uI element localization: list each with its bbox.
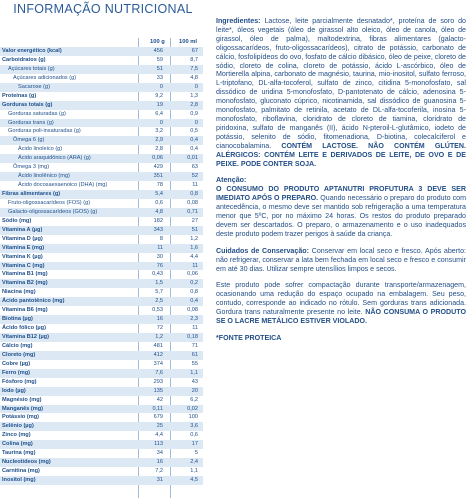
row-label: Biotina (µg) <box>2 316 33 323</box>
table-row <box>0 190 203 199</box>
row-value-100g: 481 <box>153 342 163 349</box>
row-value-100ml: 0 <box>194 83 198 90</box>
row-label: Iodo (µg) <box>2 387 26 394</box>
row-value-100ml: 1,1 <box>190 369 198 376</box>
row-value-100g: 16 <box>156 316 163 323</box>
row-value-100g: 19 <box>156 101 163 108</box>
table-row <box>0 351 203 360</box>
table-row <box>0 199 203 208</box>
row-value-100ml: 43 <box>191 378 198 385</box>
row-label: Vitamina K (µg) <box>2 253 43 260</box>
row-label: Potássio (mg) <box>2 414 39 421</box>
row-value-100g: 33 <box>156 74 163 81</box>
row-value-100ml: 4,5 <box>190 477 198 483</box>
compaction-text: Este produto pode sofrer compactação durante transporte/armazenagem, ocasionando uma redução do espaço ocupado na embalagem. Seu peso, contudo, corresponde ao indicado no rótulo. Sem gorduras trans adicionada. Gordura trans naturalmente presente no leite. <box>216 281 466 317</box>
table-row <box>0 315 203 324</box>
row-value-100ml: 52 <box>191 173 198 180</box>
table-row <box>0 378 203 387</box>
row-label: Ômega 6 (g) <box>13 137 45 144</box>
row-value-100g: 7,6 <box>155 369 163 376</box>
row-value-100ml: 11 <box>192 325 198 332</box>
row-label: Ômega 3 (mg) <box>13 164 50 171</box>
table-row <box>0 226 203 235</box>
footnote: *FONTE PROTEICA <box>216 334 282 342</box>
row-label: Ácido araquidônico (ARA) (g) <box>18 155 91 162</box>
column-header-100ml: 100 ml <box>179 39 198 45</box>
table-row <box>0 92 203 101</box>
table-row <box>0 181 203 190</box>
allergens-text: CONTÉM LACTOSE. NÃO CONTÉM GLÚTEN. ALÉRGICOS: CONTÉM LEITE E DERIVADOS DE LEITE, DE OVO E DE PEIXE. PODE CONTER SOJA. <box>216 141 466 168</box>
row-label: Ácido linolênico (mg) <box>18 173 70 180</box>
table-row <box>0 467 203 476</box>
row-label: Zinco (mg) <box>2 432 31 439</box>
row-label: Vitamina B12 (µg) <box>2 334 49 340</box>
row-label: Vitamina D (µg) <box>2 235 43 242</box>
row-label: Selênio (µg) <box>2 423 34 430</box>
row-value-100g: 429 <box>153 164 163 171</box>
table-row <box>0 476 203 485</box>
row-label: Vitamina B6 (mg) <box>2 307 48 314</box>
row-value-100g: 5,7 <box>155 289 163 296</box>
row-value-100g: 0 <box>159 119 163 126</box>
table-row <box>0 65 203 74</box>
row-value-100ml: 17 <box>191 441 198 448</box>
row-value-100g: 6,4 <box>155 110 163 117</box>
row-label: Gorduras saturadas (g) <box>8 110 66 117</box>
table-row <box>0 458 203 467</box>
row-value-100ml: 0,2 <box>190 280 198 287</box>
row-value-100ml: 1,6 <box>190 244 198 251</box>
row-label: Sódio (mg) <box>2 217 32 224</box>
row-value-100ml: 55 <box>191 360 198 367</box>
conservation-text: Conservar em local seco e fresco. Após aberto: não refrigerar, conservar a lata bem fechada em local seco e fresco e consumir em até 30 dias. Utilizar sempre utensílios limpos e secos. <box>216 246 466 273</box>
row-value-100ml: 67 <box>191 48 198 54</box>
table-row <box>0 172 203 181</box>
row-value-100g: 34 <box>156 450 163 457</box>
row-label: Carboidratos (g) <box>2 56 46 63</box>
row-value-100ml: 0,01 <box>187 155 198 162</box>
row-value-100g: 1,2 <box>155 334 163 340</box>
row-label: Magnésio (mg) <box>2 396 42 403</box>
table-row <box>0 369 203 378</box>
nutrition-table <box>0 0 203 500</box>
product-text <box>216 17 466 351</box>
row-value-100ml: 0,5 <box>190 128 198 135</box>
nutrition-table-header <box>0 38 203 47</box>
row-label: Manganês (mg) <box>2 405 44 412</box>
conservation-paragraph <box>216 247 466 274</box>
compaction-paragraph <box>216 281 466 326</box>
row-value-100ml: 0 <box>194 119 198 126</box>
row-value-100g: 374 <box>153 360 163 367</box>
table-row <box>0 235 203 244</box>
row-value-100ml: 2,4 <box>190 459 198 466</box>
table-row <box>0 145 203 154</box>
row-label: Fruto-oligossacarídeos (FOS) (g) <box>8 199 91 206</box>
row-value-100ml: 3,6 <box>190 423 198 430</box>
row-label: Gorduras totais (g) <box>2 101 53 108</box>
row-value-100g: 182 <box>153 217 163 224</box>
table-row <box>0 262 203 271</box>
row-value-100ml: 0,4 <box>190 298 198 305</box>
row-label: Ácido fólico (µg) <box>2 325 46 332</box>
row-value-100g: 135 <box>153 387 163 394</box>
table-row <box>0 127 203 136</box>
row-value-100g: 76 <box>156 262 163 269</box>
row-value-100g: 4,4 <box>155 432 163 439</box>
row-value-100ml: 11 <box>192 182 198 189</box>
table-row <box>0 136 203 145</box>
row-label: Niacina (mg) <box>2 289 36 296</box>
row-value-100g: 0,43 <box>152 271 163 278</box>
row-value-100g: 7,2 <box>155 468 163 475</box>
row-value-100g: 0,53 <box>152 307 163 314</box>
row-label: Ferro (mg) <box>2 369 30 376</box>
attention-bold: O CONSUMO DO PRODUTO APTANUTRI PROFUTURA 3 DEVE SER IMEDIATO APÓS O PREPARO. <box>216 185 466 203</box>
row-value-100g: 1,5 <box>155 280 163 287</box>
row-value-100ml: 1,2 <box>190 235 198 242</box>
table-row <box>0 360 203 369</box>
row-value-100ml: 8,7 <box>190 56 198 63</box>
row-label: Taurina (mg) <box>2 450 36 457</box>
row-value-100g: 2,5 <box>155 298 163 305</box>
row-value-100ml: 0,4 <box>190 137 198 144</box>
row-label: Cobre (µg) <box>2 360 31 367</box>
row-label: Fibras alimentares (g) <box>2 191 61 197</box>
attention-text: Quando necessário o preparo do produto com antecedência, o mesmo deve ser mantido sob refrigeração a uma temperatura menor que 5ºC, por no máximo 24 horas. Os restos do produto preparado devem ser descartados. O preparo, o armazenamento e o uso inadequados deste produto podem trazer perigos à saúde da criança. <box>216 194 467 238</box>
table-row <box>0 270 203 279</box>
row-value-100ml: 4,8 <box>190 74 198 81</box>
row-label: Galacto-oligossacarídeos (GOS) (g) <box>8 208 98 215</box>
row-label: Vitamina B1 (mg) <box>2 271 48 278</box>
row-value-100ml: 0,4 <box>190 146 198 153</box>
ingredients-text: Lactose, leite parcialmente desnatado*, proteína de soro do leite*, óleos vegetais (óleo de girassol alto oleico, óleo de canola, óleo de girassol, óleo de palma), maltodextrina, fibras alimentares (galacto-oligossacarídeos, fruto-oligossacarídeos), citrato de potássio, carbonato de cálcio, fosfolipídeos do ovo, fosfato de cálcio dibásico, óleo de peixe, cloreto de sódio, cloreto de colina, cloreto de potássio, ácido L-ascórbico, óleo de Mortierella alpina, carbonato de magnésio, taurina, mio-inositol, sulfato ferroso, L-triptofano, DL-alfa-tocoferol, sulfato de zinco, citidina 5-monofosfato, sal dissódico de uridina 5-monofosfato, D-pantotenato de cálcio, adenosina 5-monofosfato, gluconato cúprico, nicotinamida, sal dissódico de guanosina 5-monofosfato, palmitato de retinila, acetato de DL-alfa-tocoferila, inosina 5-monofosfato, riboflavina, cloridrato de cloreto de tiamina, cloridrato de piridoxina, sulfato de manganês (II), ácido N-pteroil-L-glutâmico, iodeto de potássio, selenito de sódio, fitomenadiona, D-biotina, colecalciferol e cianocobalamina. <box>216 17 466 150</box>
table-row <box>0 253 203 262</box>
row-value-100ml: 2,3 <box>190 316 198 323</box>
row-label: Sacarose (g) <box>18 83 51 90</box>
row-value-100ml: 1,1 <box>190 468 198 475</box>
row-value-100ml: 61 <box>191 351 198 358</box>
row-label: Ácido docosaexaenoico (DHA) (mg) <box>18 182 108 189</box>
ingredients-paragraph <box>216 17 466 168</box>
row-label: Ácido pantotênico (mg) <box>2 298 65 305</box>
row-value-100g: 3,2 <box>155 128 163 135</box>
table-row <box>0 47 203 56</box>
attention-heading: Atenção: <box>216 176 247 185</box>
row-label: Carnitina (mg) <box>2 468 40 475</box>
table-row <box>0 449 203 458</box>
row-label: Fósforo (mg) <box>2 378 37 385</box>
row-value-100ml: 100 <box>188 414 198 421</box>
row-label: Cálcio (mg) <box>2 342 33 349</box>
row-label: Valor energético (kcal) <box>2 48 62 54</box>
row-label: Nucleotídeos (mg) <box>2 459 51 466</box>
row-label: Gorduras trans (g) <box>8 119 54 126</box>
row-label: Açúcares adicionados (g) <box>13 74 77 81</box>
row-value-100g: 9,2 <box>155 92 163 99</box>
table-row <box>0 387 203 396</box>
row-value-100ml: 63 <box>191 164 198 171</box>
row-value-100g: 2,9 <box>155 137 163 144</box>
table-row <box>0 306 203 315</box>
row-value-100g: 51 <box>156 65 163 72</box>
attention-paragraph <box>216 176 466 238</box>
row-value-100g: 8 <box>159 235 163 242</box>
table-row <box>0 342 203 351</box>
table-row <box>0 333 203 342</box>
row-label: Açúcares totais (g) <box>8 65 55 72</box>
row-value-100ml: 0,02 <box>187 405 198 412</box>
row-value-100ml: 0,9 <box>190 110 198 117</box>
table-row <box>0 413 203 422</box>
row-value-100ml: 0,08 <box>187 307 198 314</box>
table-row <box>0 101 203 110</box>
table-row <box>0 396 203 405</box>
row-value-100g: 5,4 <box>155 191 163 197</box>
row-value-100ml: 0,6 <box>190 432 198 439</box>
row-value-100g: 113 <box>154 441 163 448</box>
row-value-100ml: 5 <box>194 450 198 457</box>
row-label: Colina (mg) <box>2 441 33 448</box>
row-label: Ácido linoleico (g) <box>18 146 63 153</box>
row-value-100ml: 27 <box>191 217 198 224</box>
row-label: Vitamina E (mg) <box>2 244 45 251</box>
nutrition-table-title: INFORMAÇÃO NUTRICIONAL <box>13 2 193 16</box>
row-value-100g: 412 <box>153 351 163 358</box>
table-row <box>0 217 203 226</box>
table-row <box>0 163 203 172</box>
row-value-100g: 42 <box>156 396 163 403</box>
row-value-100g: 351 <box>153 173 163 180</box>
column-header-100g: 100 g <box>150 39 165 45</box>
row-value-100ml: 0,71 <box>187 208 198 215</box>
table-row <box>0 83 203 92</box>
table-row <box>0 154 203 163</box>
table-row <box>0 110 203 119</box>
table-row <box>0 324 203 333</box>
table-row <box>0 288 203 297</box>
nutrition-rows <box>0 47 203 485</box>
row-value-100g: 0,06 <box>152 155 163 162</box>
table-row <box>0 208 203 217</box>
row-value-100g: 0,6 <box>155 199 163 206</box>
row-value-100ml: 1,3 <box>190 92 198 99</box>
row-value-100ml: 71 <box>191 342 198 349</box>
table-row <box>0 440 203 449</box>
row-value-100ml: 51 <box>191 226 198 233</box>
conservation-heading: Cuidados de Conservação: <box>216 246 309 255</box>
table-row <box>0 74 203 83</box>
row-label: Cloreto (mg) <box>2 351 36 358</box>
row-value-100g: 679 <box>153 414 163 421</box>
row-value-100ml: 4,4 <box>190 253 198 260</box>
table-row <box>0 422 203 431</box>
row-value-100ml: 6,2 <box>190 396 198 403</box>
row-label: Vitamina B2 (mg) <box>2 280 48 287</box>
row-label: Vitamina A (µg) <box>2 226 43 233</box>
table-row <box>0 431 203 440</box>
row-value-100g: 4,8 <box>155 208 163 215</box>
row-value-100ml: 11 <box>192 262 198 269</box>
row-value-100g: 293 <box>153 378 163 385</box>
row-value-100g: 343 <box>153 226 163 233</box>
row-value-100ml: 0,08 <box>187 199 198 206</box>
table-row <box>0 279 203 288</box>
row-value-100g: 31 <box>156 477 163 483</box>
row-value-100ml: 0,8 <box>190 289 198 296</box>
row-value-100g: 11 <box>157 244 163 251</box>
row-value-100ml: 0,06 <box>187 271 198 278</box>
row-label: Gorduras poli-insaturadas (g) <box>8 128 81 135</box>
row-value-100ml: 0,8 <box>190 191 198 197</box>
table-row <box>0 297 203 306</box>
row-label: Inositol (mg) <box>2 477 36 483</box>
table-row <box>0 56 203 65</box>
row-value-100g: 0 <box>159 83 163 90</box>
row-value-100ml: 20 <box>191 387 198 394</box>
table-row <box>0 119 203 128</box>
row-value-100g: 59 <box>156 56 163 63</box>
table-row <box>0 244 203 253</box>
row-value-100g: 0,11 <box>152 405 163 412</box>
row-label: Vitamina C (mg) <box>2 262 45 269</box>
row-value-100g: 25 <box>156 423 163 430</box>
row-value-100g: 30 <box>156 253 163 260</box>
row-value-100g: 72 <box>156 325 163 332</box>
row-value-100g: 2,8 <box>155 146 163 153</box>
row-value-100g: 456 <box>153 48 163 54</box>
row-value-100ml: 0,18 <box>187 334 198 340</box>
row-value-100g: 16 <box>156 459 163 466</box>
row-value-100g: 78 <box>156 182 163 189</box>
row-value-100ml: 7,5 <box>190 65 198 72</box>
ingredients-heading: Ingredientes: <box>216 17 261 25</box>
row-value-100ml: 2,8 <box>190 101 198 108</box>
row-label: Proteínas (g) <box>2 92 37 99</box>
table-row <box>0 405 203 414</box>
compaction-bold: NÃO CONSUMA O PRODUTO SE O LACRE METÁLICO ESTIVER VIOLADO. <box>216 308 466 326</box>
